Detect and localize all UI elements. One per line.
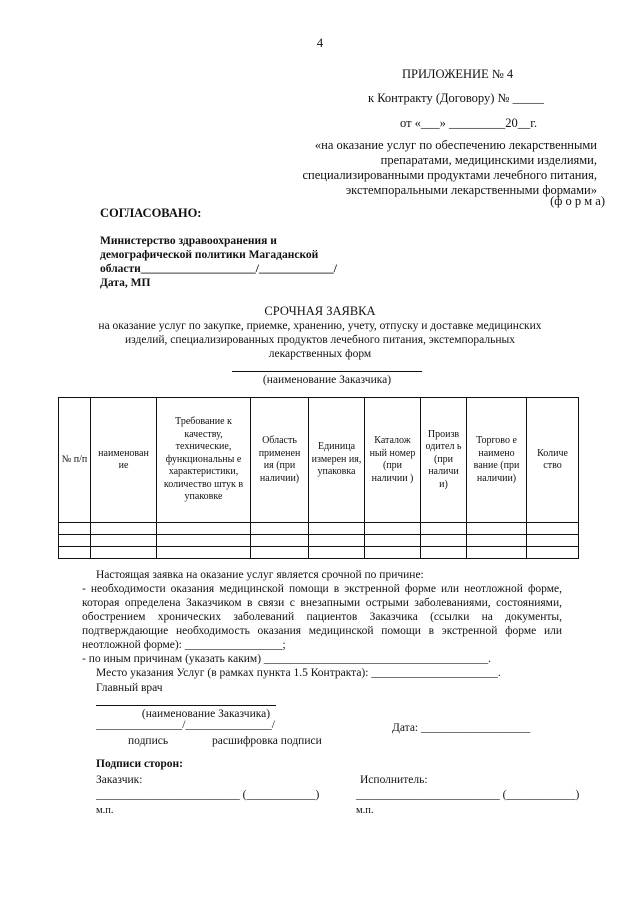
- table-cell[interactable]: [467, 547, 527, 559]
- col-header-unit: Единица измерен ия, упаковка: [309, 398, 365, 523]
- table-cell[interactable]: [157, 547, 251, 559]
- purpose-line: специализированными продуктами лечебного питания,: [302, 168, 597, 182]
- customer-label: Заказчик:: [96, 774, 143, 786]
- subtitle-line: изделий, специализированных продуктов лечебного питания, экстемпоральных: [125, 334, 515, 346]
- executor-label: Исполнитель:: [360, 774, 428, 786]
- table-cell[interactable]: [309, 547, 365, 559]
- contract-date: от «___» _________20__г.: [400, 116, 538, 130]
- table-cell[interactable]: [59, 535, 91, 547]
- col-header-requirements: Требование к качеству, технические, функциональны е характеристики, количество штук в упаковке: [157, 398, 251, 523]
- customer-stamp: м.п.: [96, 805, 114, 816]
- table-row: [59, 547, 579, 559]
- table-cell[interactable]: [421, 535, 467, 547]
- table-cell[interactable]: [59, 547, 91, 559]
- subtitle-line: лекарственных форм: [268, 348, 372, 360]
- ministry-line: демографической политики Магаданской: [100, 249, 319, 261]
- ministry-line: Министерство здравоохранения и: [100, 235, 277, 247]
- ministry-line: области____________________/_____________/: [100, 263, 337, 275]
- table-cell[interactable]: [365, 547, 421, 559]
- table-cell[interactable]: [309, 535, 365, 547]
- col-header-manufacturer: Произв одител ь (при наличи и): [421, 398, 467, 523]
- contract-reference: к Контракту (Договору) № _____: [368, 91, 544, 105]
- purpose-block: [260, 138, 597, 198]
- signature-line: _______________/_______________/: [96, 719, 275, 731]
- chief-name-caption: (наименование Заказчика): [141, 708, 271, 720]
- table-cell[interactable]: [59, 523, 91, 535]
- table-row: [59, 535, 579, 547]
- parties-signatures-heading: Подписи сторон:: [96, 758, 183, 770]
- table-cell[interactable]: [365, 535, 421, 547]
- col-header-catalog: Каталож ный номер (при наличии ): [365, 398, 421, 523]
- purpose-line: экстемпоральными лекарственными формами»: [345, 183, 597, 197]
- request-subtitle: [80, 319, 560, 361]
- table-cell[interactable]: [157, 523, 251, 535]
- customer-name-line: [232, 371, 422, 372]
- chief-name-line: [96, 705, 276, 706]
- table-cell[interactable]: [91, 523, 157, 535]
- table-cell[interactable]: [251, 535, 309, 547]
- request-table: [58, 397, 579, 559]
- date-field: Дата: ___________________: [392, 722, 531, 734]
- col-header-quantity: Количе ство: [527, 398, 579, 523]
- approved-heading: СОГЛАСОВАНО:: [100, 206, 202, 220]
- table-cell[interactable]: [157, 535, 251, 547]
- table-cell[interactable]: [309, 523, 365, 535]
- purpose-line: «на оказание услуг по обеспечению лекарственными: [314, 138, 597, 152]
- table-cell[interactable]: [527, 547, 579, 559]
- ministry-line: Дата, МП: [100, 277, 151, 289]
- reason-emergency: - необходимости оказания медицинской помощи в экстренной форме или неотложной форме, которая определена Заказчиком в связи с внезапными острыми заболеваниями, состояниями, обострением хронических заболеваний пациентов Заказчика (ссылки на документы, подтверждающие необходимость оказания медицинской помощи в экстренной форме или неотложной форме): _________________;: [82, 583, 562, 651]
- decoding-caption: расшифровка подписи: [212, 735, 322, 747]
- table-cell[interactable]: [527, 523, 579, 535]
- table-cell[interactable]: [91, 535, 157, 547]
- ministry-block: [100, 234, 337, 290]
- request-title: СРОЧНАЯ ЗАЯВКА: [264, 304, 376, 318]
- table-cell[interactable]: [527, 535, 579, 547]
- col-header-name: наименован ие: [91, 398, 157, 523]
- table-cell[interactable]: [365, 523, 421, 535]
- table-cell[interactable]: [421, 547, 467, 559]
- page-number: 4: [316, 36, 324, 50]
- reason-other: - по иным причинам (указать каким) _______________________________________.: [82, 653, 492, 665]
- executor-stamp: м.п.: [356, 805, 374, 816]
- table-cell[interactable]: [91, 547, 157, 559]
- executor-sign-line: _________________________ (____________): [356, 789, 580, 801]
- reason-intro: Настоящая заявка на оказание услуг является срочной по причине:: [96, 569, 424, 581]
- table-cell[interactable]: [421, 523, 467, 535]
- form-label: (ф о р м а): [550, 194, 605, 208]
- table-cell[interactable]: [251, 547, 309, 559]
- table-row: [59, 523, 579, 535]
- service-place: Место указания Услуг (в рамках пункта 1.5 Контракта): ______________________.: [96, 667, 501, 679]
- customer-name-caption: (наименование Заказчика): [262, 374, 392, 386]
- col-header-trade-name: Торгово е наимено вание (при наличии): [467, 398, 527, 523]
- customer-sign-line: _________________________ (____________): [96, 789, 320, 801]
- col-header-number: № п/п: [59, 398, 91, 523]
- col-header-application: Область применен ия (при наличии): [251, 398, 309, 523]
- subtitle-line: на оказание услуг по закупке, приемке, хранению, учету, отпуску и доставке медицинских: [98, 320, 542, 332]
- purpose-line: препаратами, медицинскими изделиями,: [380, 153, 597, 167]
- table-header-row: [59, 398, 579, 523]
- table-cell[interactable]: [251, 523, 309, 535]
- table-cell[interactable]: [467, 523, 527, 535]
- chief-doctor-label: Главный врач: [96, 682, 163, 694]
- signature-caption: подпись: [128, 735, 169, 747]
- table-cell[interactable]: [467, 535, 527, 547]
- appendix-title: ПРИЛОЖЕНИЕ № 4: [402, 67, 514, 81]
